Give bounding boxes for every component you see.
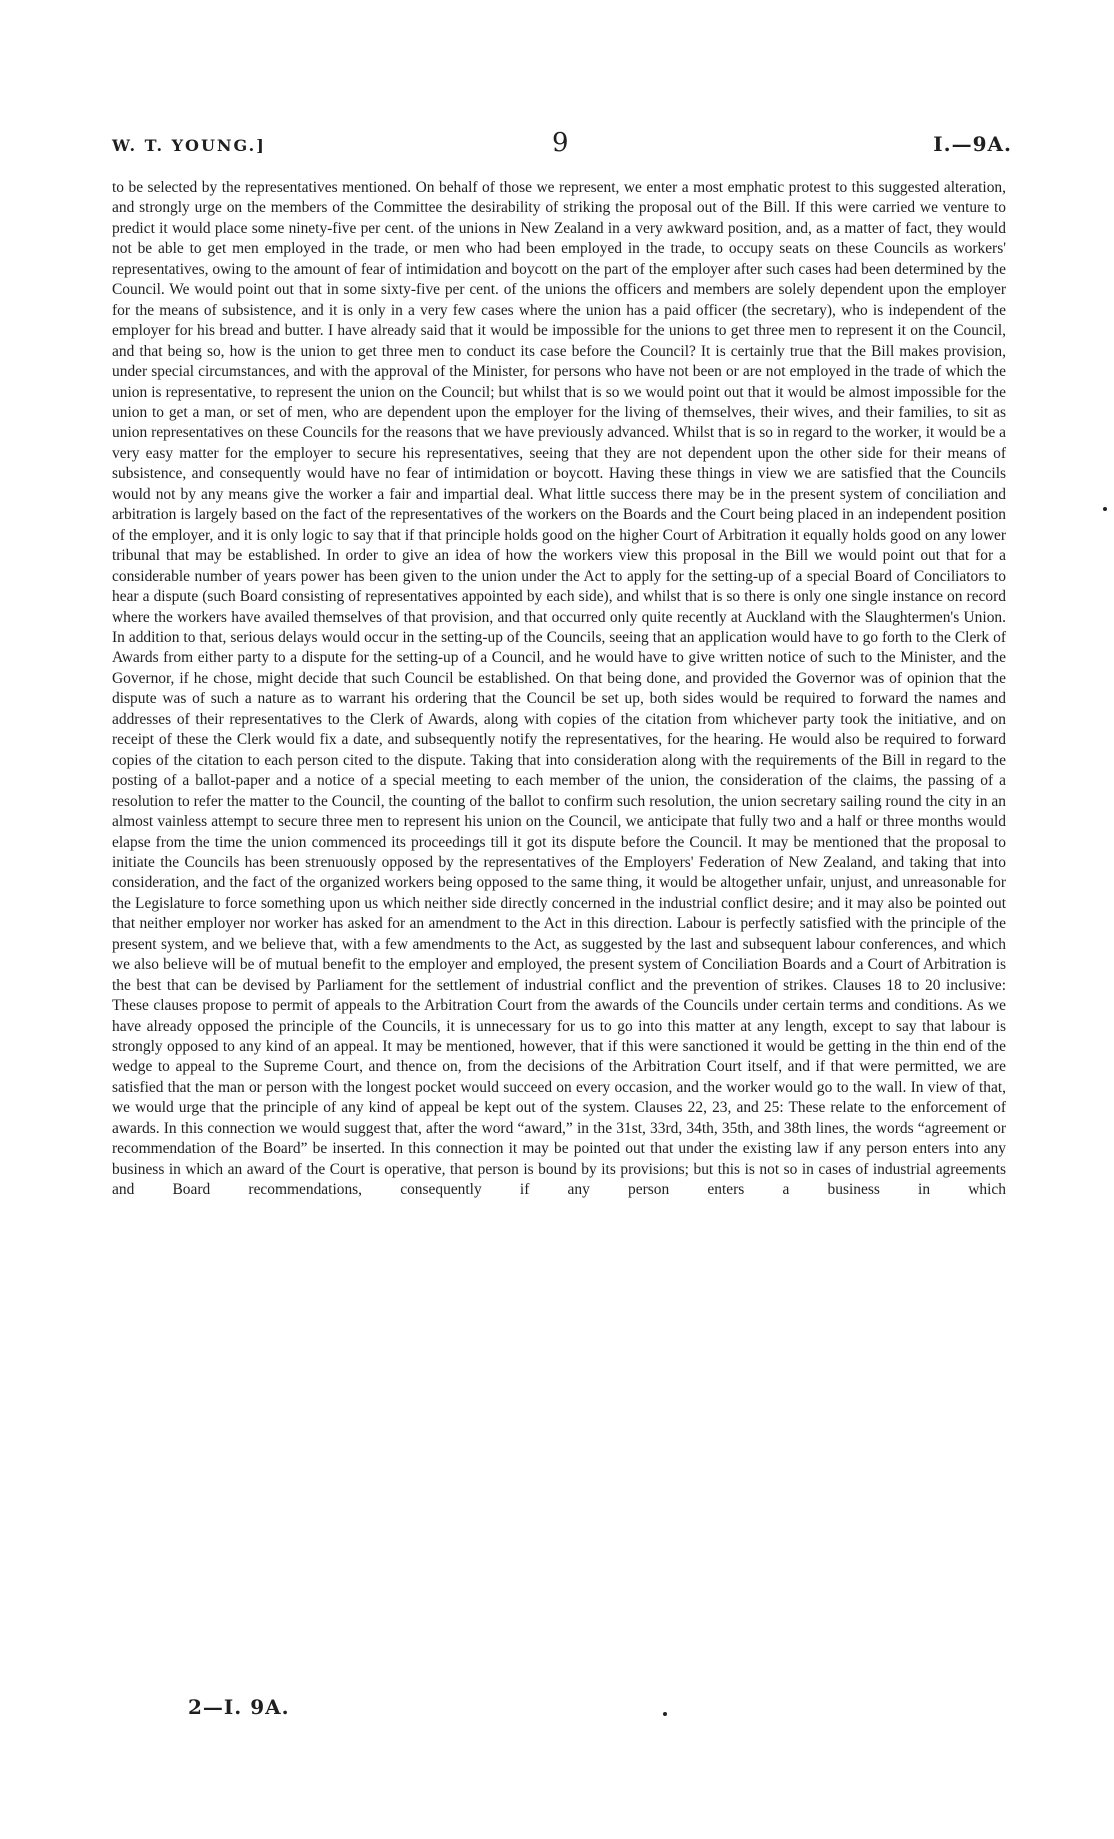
document-reference: I.—9A. [933,132,1012,156]
printer-signature: 2—I. 9A. [188,1695,290,1719]
footer-mark [663,1712,667,1716]
witness-name: W. T. YOUNG.] [112,136,266,155]
page-header [112,128,1012,162]
page-number: 9 [552,128,569,158]
margin-mark [1103,507,1107,511]
body-paragraph: to be selected by the representatives mentioned. On behalf of those we represent, we enter a most emphatic protest to this suggested alteration, and strongly urge on the members of the Committee the desirability of striking the proposal out of the Bill. If this were carried we venture to predict it would place some ninety-five per cent. of the unions in New Zealand in a very awkward position, and, as a matter of fact, they would not be able to get men employed in the trade, or men who had been employed in the trade, to occupy seats on these Councils as workers' representatives, owing to the amount of fear of intimidation and boycott on the part of the employer after such cases had been determined by the Council. We would point out that in some sixty-five per cent. of the unions the officers and members are solely dependent upon the employer for the means of subsistence, and it is only in a very few cases where the union has a paid officer (the secretary), who is independent of the employer for his bread and butter. I have already said that it would be impossible for the unions to get three men to represent it on the Council, and that being so, how is the union to get three men to conduct its case before the Council? It is certainly true that the Bill makes provision, under special circumstances, and with the approval of the Minister, for persons who have not been or are not employed in the trade of which the union is representative, to represent the union on the Council; but whilst that is so we would point out that it would be almost impossible for the union to get a man, or set of men, who are dependent upon the employer for the living of themselves, their wives, and their families, to sit as union representatives on these Councils for the reasons that we have previously advanced. Whilst that is so in regard to the worker, it would be a very easy matter for the employer to secure his representatives, seeing that they are not dependent upon the other side for their means of subsistence, and consequently would have no fear of intimidation or boycott. Having these things in view we are satisfied that the Councils would not by any means give the worker a fair and impartial deal. What little success there may be in the present system of conciliation and arbitration is largely based on the fact of the representatives of the workers on the Boards and the Court being placed in an independent position of the employer, and it is only logic to say that if that principle holds good on the higher Court of Arbitration it equally holds good on any lower tribunal that may be established. In order to give an idea of how the workers view this proposal in the Bill we would point out that for a considerable number of years power has been given to the union under the Act to apply for the setting-up of a special Board of Conciliators to hear a dispute (such Board consisting of representatives appointed by each side), and whilst that is so there is only one single instance on record where the workers have availed themselves of that provision, and that occurred only quite recently at Auckland with the Slaughtermen's Union. In addition to that, serious delays would occur in the setting-up of the Councils, seeing that an application would have to go forth to the Clerk of Awards from either party to a dispute for the setting-up of a Council, and he would have to give written notice of such to the Minister, and the Governor, if he chose, might decide that such Council be established. On that being done, and provided the Governor was of opinion that the dispute was of such a nature as to warrant his ordering that the Council be set up, both sides would be required to forward the names and addresses of their representatives to the Clerk of Awards, along with copies of the citation from whichever party took the initiative, and on receipt of these the Clerk would fix a date, and subsequently notify the representatives, for the hearing. He would also be required to forward copies of the citation to each person cited to the dispute. Taking that into consideration along with the requirements of the Bill in regard to the posting of a ballot-paper and a notice of a special meeting to each member of the union, the consideration of the claims, the passing of a resolution to refer the matter to the Council, the counting of the ballot to confirm such resolution, the union secretary sailing round the city in an almost vainless attempt to secure three men to represent his union on the Council, we anticipate that fully two and a half or three months would elapse from the time the union commenced its proceedings till it got its dispute before the Council. It may be mentioned that the proposal to initiate the Councils has been strenuously opposed by the representatives of the Employers' Federation of New Zealand, and taking that into consideration, and the fact of the organized workers being opposed to the same thing, it would be altogether unfair, unjust, and unreasonable for the Legislature to force something upon us which neither side directly concerned in the industrial conflict desire; and it may also be pointed out that neither employer nor worker has asked for an amendment to the Act in this direction. Labour is perfectly satisfied with the principle of the present system, and we believe that, with a few amendments to the Act, as suggested by the last and subsequent labour conferences, and which we also believe will be of mutual benefit to the employer and employed, the present system of Conciliation Boards and a Court of Arbitration is the best that can be devised by Parliament for the settlement of industrial conflict and the prevention of strikes. Clauses 18 to 20 inclusive: These clauses propose to permit of appeals to the Arbitration Court from the awards of the Councils under certain terms and conditions. As we have already opposed the principle of the Councils, it is unnecessary for us to go into this matter at any length, except to say that labour is strongly opposed to any kind of an appeal. It may be mentioned, however, that if this were sanctioned it would be getting in the thin end of the wedge to appeal to the Supreme Court, and thence on, from the decisions of the Arbitration Court itself, and if that were permitted, we are satisfied that the man or person with the longest pocket would succeed on every occasion, and the worker would go to the wall. In view of that, we would urge that the principle of any kind of appeal be kept out of the system. Clauses 22, 23, and 25: These relate to the enforcement of awards. In this connection we would suggest that, after the word “award,” in the 31st, 33rd, 34th, 35th, and 38th lines, the words “agreement or recommendation of the Board” be inserted. In this connection it may be pointed out that under the existing law if any person enters into any business in which an award of the Court is operative, that person is bound by its provisions; but this is not so in cases of industrial agreements and Board recommendations, consequently if any person enters a business in which [112,179,1006,1199]
